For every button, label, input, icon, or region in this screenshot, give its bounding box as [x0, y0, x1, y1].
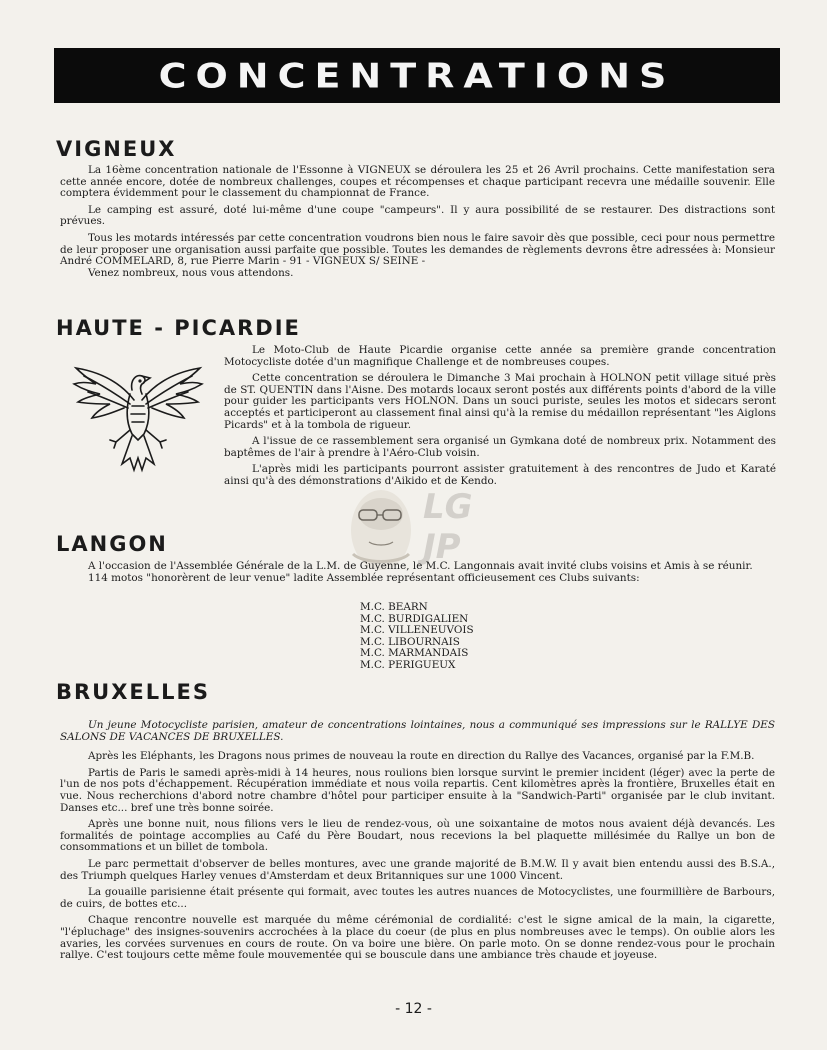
vigneux-body: [60, 165, 775, 284]
langon-paragraph: A l'occasion de l'Assemblée Générale de la L.M. de Guyenne, le M.C. Langonnais avait invité clubs voisins et Amis à se réunir.: [88, 560, 753, 572]
club-item: M.C. BEARN: [360, 601, 428, 613]
heading-vigneux: VIGNEUX: [56, 137, 177, 161]
watermark-text: LG: [423, 487, 473, 527]
picardie-paragraph: Cette concentration se déroulera le Dimanche 3 Mai prochain à HOLNON petit village situé près de ST. QUENTIN dans l'Aisne. Des motards locaux seront postés aux différents points d'abord de la ville pour guider les participants vers HOLNON. Dans un souci puriste, seules les motos et sidecars seront acceptés et participeront au classement final ainsi qu'à la remise du médaillon représentant "les Aiglons Picards" et à la tombola de rigueur.: [224, 372, 776, 431]
portrait-photo: [343, 484, 478, 570]
vigneux-paragraph: Venez nombreux, nous vous attendons.: [88, 266, 294, 279]
vigneux-paragraph: La 16ème concentration nationale de l'Essonne à VIGNEUX se déroulera les 25 et 26 Avril prochains. Cette manifestation sera cette année encore, dotée de nombreux challenges, coupes et récompenses et chaque participant recevra une médaille souvenir. Elle comptera évidemment pour le classement du championnat de France.: [60, 164, 775, 200]
club-item: M.C. LIBOURNAIS: [360, 635, 460, 648]
bruxelles-body: [60, 720, 775, 967]
bruxelles-intro: Un jeune Motocycliste parisien, amateur de concentrations lointaines, nous a communiqué ses impressions sur le RALLYE DES SALONS DE VACANCES DE BRUXELLES.: [60, 719, 775, 743]
picardie-paragraph: A l'issue de ce rassemblement sera organisé un Gymkana doté de nombreux prix. Notamment des baptêmes de l'air à prendre à l'Aéro-Club voisin.: [224, 435, 776, 459]
club-item: M.C. VILLENEUVOIS: [360, 624, 474, 636]
club-item: M.C. MARMANDAIS: [360, 647, 469, 659]
bruxelles-paragraph: Après une bonne nuit, nous filions vers le lieu de rendez-vous, où une soixantaine de motos nous avaient déjà devancés. Les formalités de pointage accomplies au Café du Père Boudart, nous recevions la bel plaquette millésimée du Rallye un bon de consommations et un billet de tombola.: [60, 818, 775, 854]
vigneux-paragraph: Le camping est assuré, doté lui-même d'une coupe "campeurs". Il y aura possibilité de se restaurer. Des distractions sont prévues.: [60, 203, 775, 228]
club-item: M.C. BURDIGALIEN: [360, 612, 469, 625]
club-list: [360, 602, 474, 671]
title-banner: [54, 48, 780, 103]
club-item: M.C. PERIGUEUX: [360, 658, 456, 671]
langon-paragraph: 114 motos "honorèrent de leur venue" ladite Assemblée représentant officieusement ces Clubs suivants:: [88, 571, 640, 584]
picardie-paragraph: Le Moto-Club de Haute Picardie organise cette année sa première grande concentration Motocycliste dotée d'un magnifique Challenge et de nombreuses coupes.: [224, 344, 776, 368]
page-number: - 12 -: [395, 1001, 432, 1017]
picardie-paragraph: L'après midi les participants pourront assister gratuitement à des rencontres de Judo et Karaté ainsi qu'à des démonstrations d'Aikido et de Kendo.: [224, 463, 776, 487]
bruxelles-paragraph: Chaque rencontre nouvelle est marquée du même cérémonial de cordialité: c'est le signe amical de la main, la cigarette, "l'épluchage" des insignes-souvenirs accrochées à la place du coeur (de plus en plus nombreuses avec le temps). On oublie alors les avaries, les corvées survenues en cours de route. On va boire une bière. On parle moto. On se donne rendez-vous pour le prochain rallye. C'est toujours cette même foule mouvementée qui se bouscule dans une ambiance très chaude et joyeuse.: [60, 914, 775, 962]
vigneux-paragraph: Tous les motards intéressés par cette concentration voudrons bien nous le faire savoir dès que possible, ceci pour nous permettre de leur proposer une organisation aussi parfaite que possible. Toutes les demandes de règlements devrons être adressées à: Monsieur André COMMELARD, 8, rue Pierre Marin - 91 - VIGNEUX S/ SEINE -: [60, 231, 775, 268]
picardie-body: [224, 345, 776, 493]
heading-langon: LANGON: [56, 532, 168, 556]
heading-bruxelles: BRUXELLES: [56, 680, 210, 704]
heading-haute-picardie: HAUTE - PICARDIE: [56, 316, 301, 340]
eagle-emblem-icon: [70, 360, 205, 478]
bruxelles-paragraph: La gouaille parisienne était présente qui formait, avec toutes les autres nuances de Motocyclistes, une fourmillière de Barbours, de cuirs, de bottes etc...: [60, 886, 775, 910]
bruxelles-paragraph: Le parc permettait d'observer de belles montures, avec une grande majorité de B.M.W. Il y avait bien entendu aussi des B.S.A., des Triumph quelques Harley venues d'Amsterdam et deux Britanniques sur une 1000 Vincent.: [60, 857, 775, 882]
banner-title: CONCENTRATIONS: [158, 55, 676, 96]
watermark-text: JP: [423, 527, 461, 567]
bruxelles-paragraph: Partis de Paris le samedi après-midi à 14 heures, nous roulions bien lorsque survint le premier incident (léger) avec la perte de l'un de nos pots d'échappement. Récupération immédiate et nous voila repartis. Cent kilomètres après la frontière, Bruxelles était en vue. Nous recherchions d'abord notre chambre d'hôtel pour participer ensuite à la "Sandwich-Parti" organisée par le club invitant. Danses etc... bref une très bonne soirée.: [60, 766, 775, 814]
bruxelles-paragraph: Après les Eléphants, les Dragons nous primes de nouveau la route en direction du Rallye des Vacances, organisé par la F.M.B.: [88, 750, 755, 763]
langon-body: [60, 561, 775, 589]
